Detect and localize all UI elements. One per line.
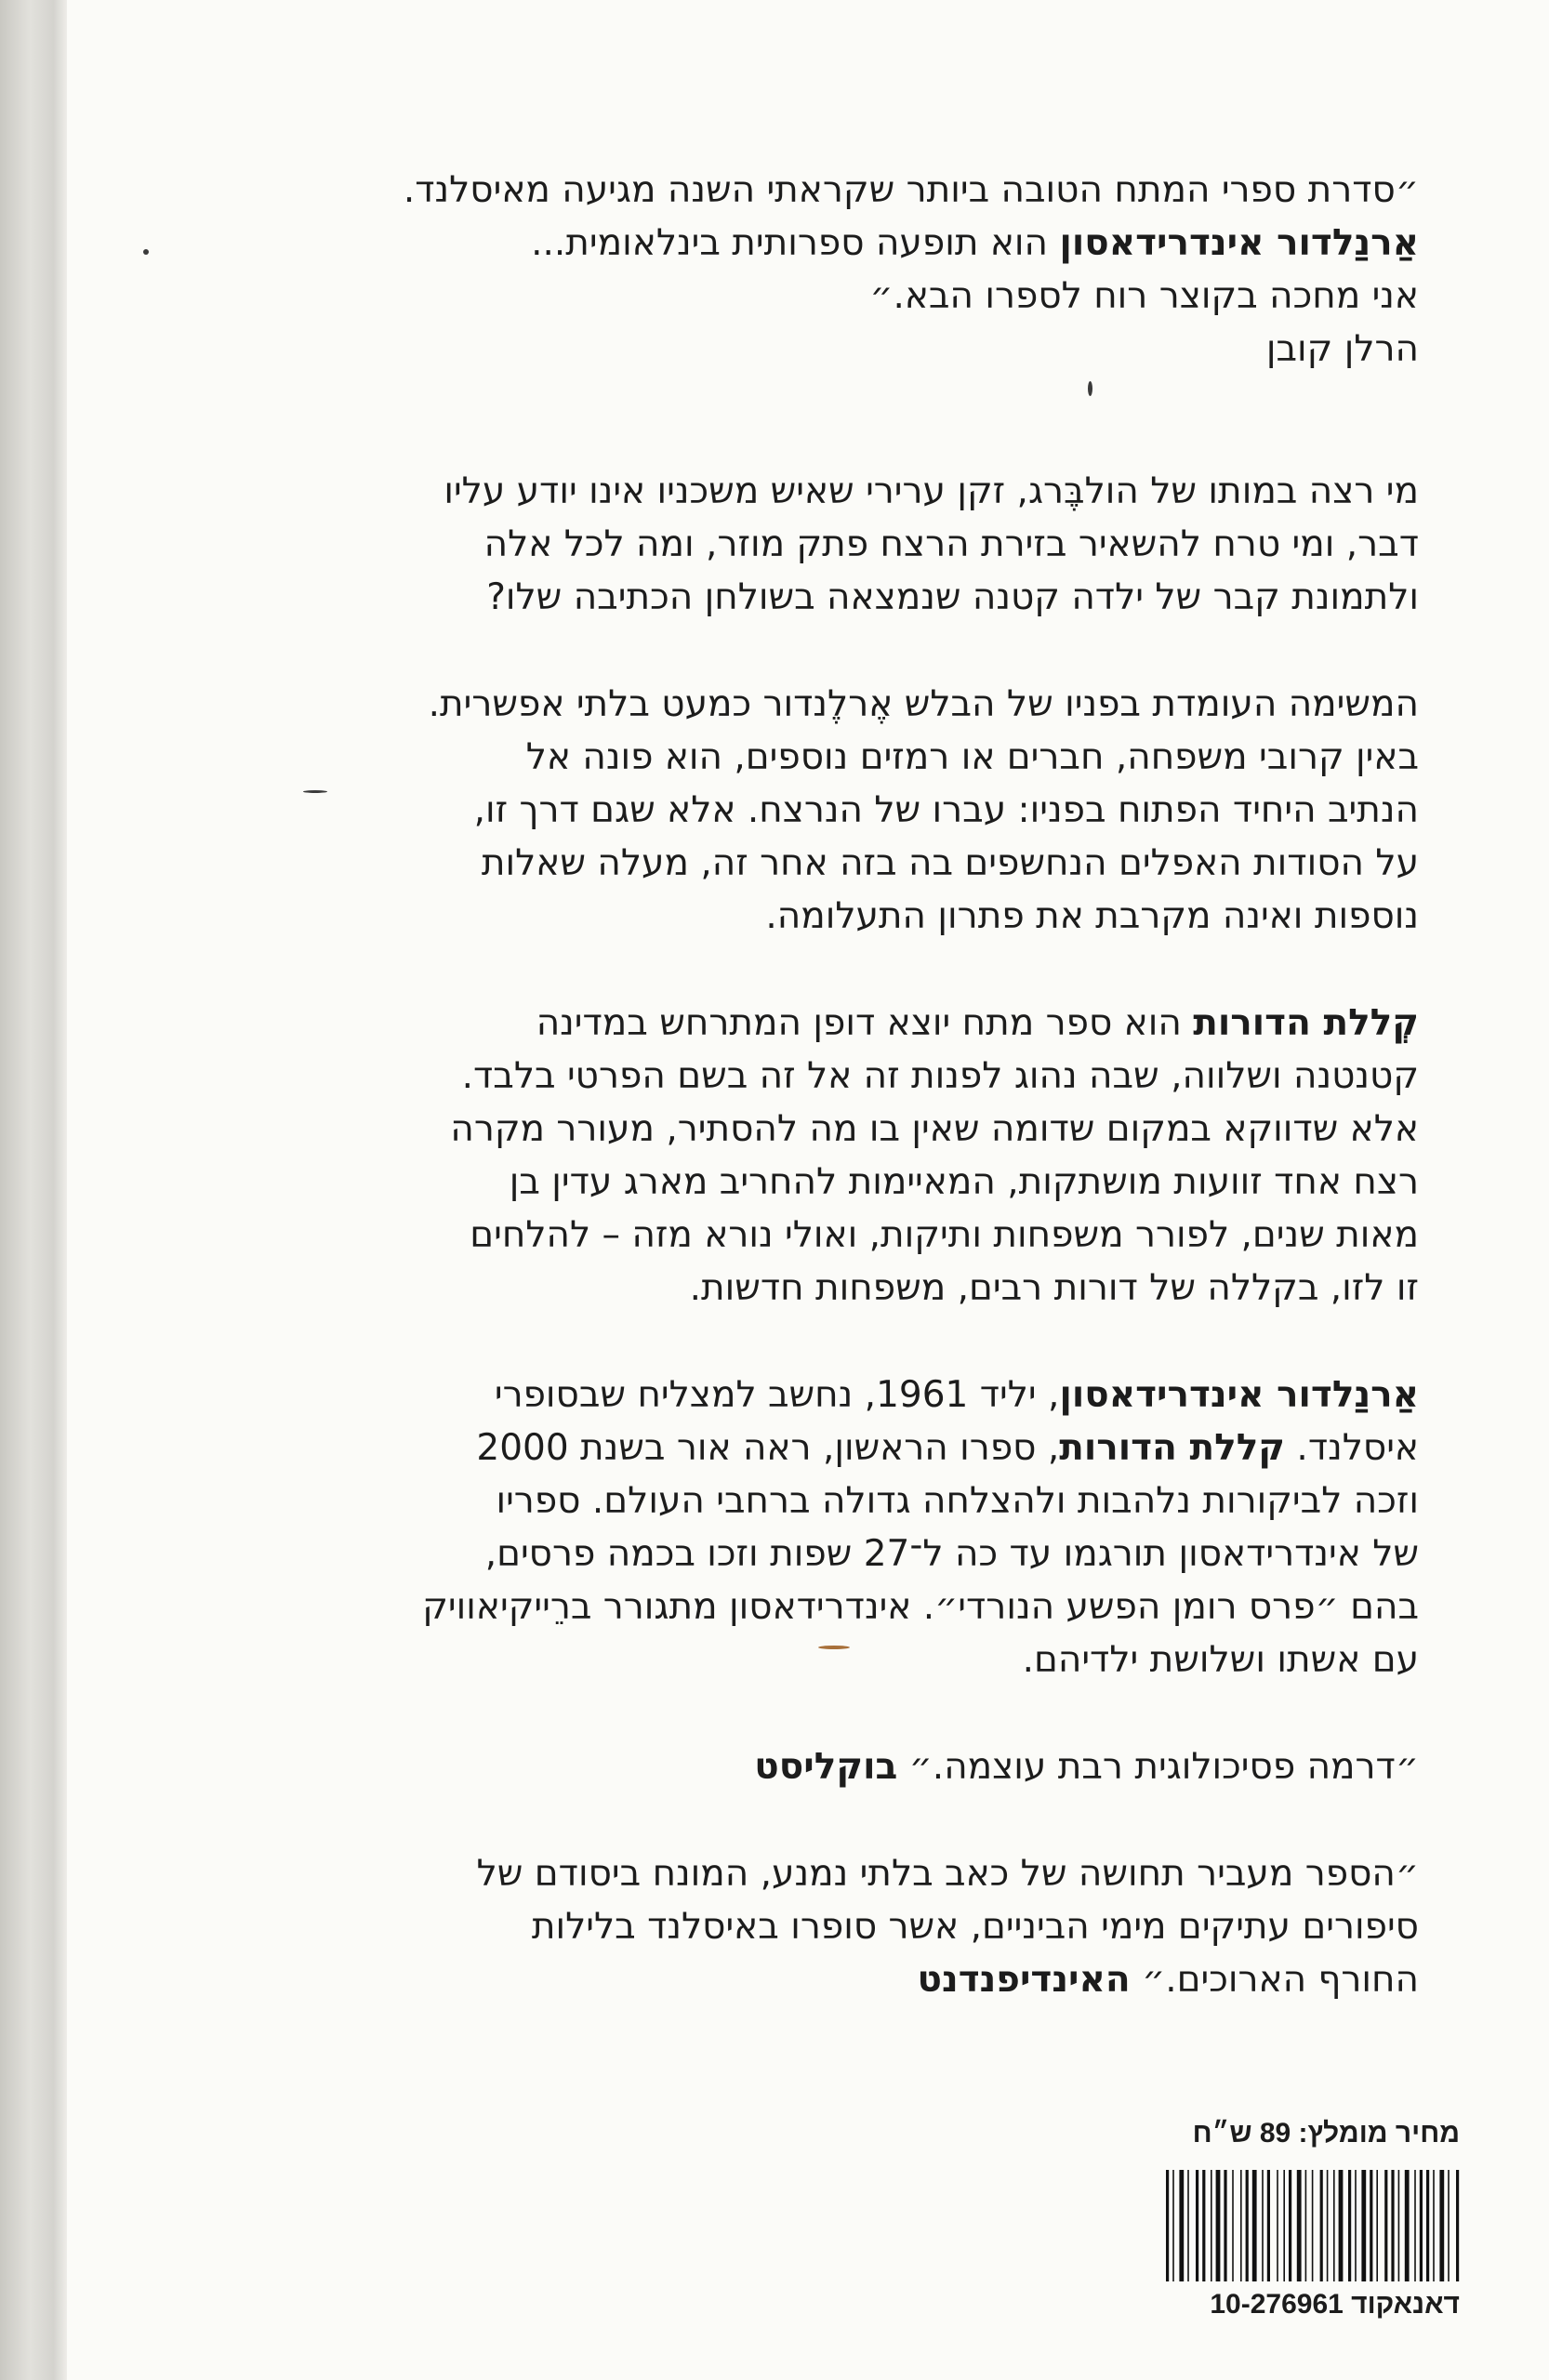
quote-line [257,217,1419,270]
blurb-line [257,997,1419,1050]
book-title: קללת הדורות [1059,1427,1286,1469]
blurb-paragraph-3 [257,997,1419,1315]
barcode-bar [1384,2170,1387,2281]
barcode-bar [1433,2170,1435,2281]
bio-line: וזכה לביקורות נלהבות ולהצלחה גדולה ברחבי העולם. ספריו [496,1480,1419,1522]
blurb-line: על הסודות האפלים הנחשפים בה בזה אחר זה, מעלה שאלות [481,842,1419,884]
barcode-bar [1339,2170,1344,2281]
barcode-bar [1267,2170,1270,2281]
back-cover-page [67,0,1549,2380]
barcode-icon [1164,2170,1460,2281]
barcode-bar [1320,2170,1323,2281]
barcode-bar [1370,2170,1372,2281]
barcode-bar [1305,2170,1307,2281]
barcode-bar [1333,2170,1335,2281]
barcode-bar [1456,2170,1459,2281]
barcode-bar [1420,2170,1423,2281]
review-independent [257,1847,1419,2006]
blurb-line-text: הוא ספר מתח יוצא דופן המתרחש במדינה [536,1002,1194,1044]
barcode-bar [1414,2170,1416,2281]
book-title: קְללת הדורות [1193,1002,1419,1044]
barcode-bar [1246,2170,1249,2281]
bio-line: בהם ״פרס רומן הפשע הנורדי״. אינדרידאסון מתגורר ברֵייקיאוויק [422,1586,1419,1628]
book-spine-edge [0,0,67,2380]
author-name: אַרנַלדור אינדרידאסון [1059,1374,1419,1416]
barcode-bar [1355,2170,1357,2281]
barcode-bar [1426,2170,1429,2281]
recommended-price: מחיר מומלץ: 89 ש״ח [1192,2118,1460,2149]
blurb-line: רצח אחד זוועות מושתקות, המאיימות להחריב מארג עדין בן [509,1161,1419,1203]
blurb-line: הנתיב היחיד הפתוח בפניו: עברו של הנרצח. אלא שגם דרך זו, [473,789,1419,831]
review-booklist [257,1740,1419,1793]
print-speck [143,249,149,255]
barcode-bar [1405,2170,1410,2281]
blurb-line: מאות שנים, לפורר משפחות ותיקות, ואולי נורא מזה – להלחים [470,1214,1419,1256]
barcode-bar [1202,2170,1205,2281]
quote-harlan-coben [257,164,1419,376]
barcode-bar [1240,2170,1242,2281]
barcode-bar [1289,2170,1291,2281]
barcode-bar [1262,2170,1264,2281]
author-name: אַרנַלדור אינדרידאסון [1059,222,1419,264]
blurb-line: דבר, ומי טרח להשאיר בזירת הרצח פתק מוזר, ומה לכל אלה [483,523,1419,565]
bio-line: עם אשתו ושלושת ילדיהם. [1022,1639,1419,1681]
quote-attribution: הרלן קובן [1265,328,1419,370]
back-cover-text [257,164,1419,2060]
barcode-bar [1277,2170,1278,2281]
bio-line-text: , יליד 1961, נחשב למצליח שבסופרי [494,1374,1060,1416]
barcode-bar [1196,2170,1198,2281]
blurb-line: ולתמונת קבר של ילדה קטנה שנמצאה בשולחן הכתיבה שלו? [486,576,1419,618]
barcode-bar [1439,2170,1444,2281]
review-text: החורף הארוכים.״ [1130,1959,1419,2001]
bio-line-text: , ספרו הראשון, ראה אור בשנת 2000 [476,1427,1060,1469]
barcode-bar [1448,2170,1450,2281]
bio-line: של אינדרידאסון תורגמו עד כה ל־27 שפות וזכו בכמה פרסים, [484,1533,1419,1575]
barcode-bar [1283,2170,1285,2281]
author-bio [257,1368,1419,1686]
quote-line-text: הוא תופעה ספרותית בינלאומית... [531,222,1060,264]
blurb-line: אלא שדווקא במקום שדומה שאין בו מה להסתיר, מעורר מקרה [450,1108,1419,1150]
review-line: סיפורים עתיקים מימי הביניים, אשר סופרו באיסלנד בלילות [531,1906,1419,1948]
blurb-line: קטנטנה ושלווה, שבה נהוג לפנות זה אל זה בשם הפרטי בלבד. [461,1055,1419,1097]
barcode-bar [1187,2170,1189,2281]
review-line [257,1740,1419,1793]
blurb-line: המשימה העומדת בפניו של הבלש אֶרלֶנדור כמעט בלתי אפשרית. [428,683,1419,725]
barcode-bar [1297,2170,1302,2281]
barcode-bar [1376,2170,1378,2281]
bio-line [257,1368,1419,1421]
review-text: ״דרמה פסיכולוגית רבת עוצמה.״ [897,1746,1419,1788]
barcode-bar [1166,2170,1169,2281]
blurb-line: זו לזו, בקללה של דורות רבים, משפחות חדשות. [689,1267,1419,1309]
barcode-bar [1361,2170,1366,2281]
quote-line: ״סדרת ספרי המתח הטובה ביותר שקראתי השנה מגיעה מאיסלנד. [403,169,1419,211]
barcode-bar [1179,2170,1184,2281]
barcode-bar [1172,2170,1174,2281]
danacode-number: דאנאקוד 10-276961 [1210,2289,1460,2320]
barcode-bar [1348,2170,1351,2281]
barcode-bar [1216,2170,1221,2281]
blurb-paragraph-2 [257,678,1419,943]
blurb-line: מי רצה במותו של הולבֶּרג, זקן ערירי שאיש משכניו אינו יודע עליו [444,470,1419,512]
review-source: האינדיפנדנט [917,1959,1131,2001]
barcode-bar [1224,2170,1226,2281]
barcode-bar [1252,2170,1257,2281]
barcode-bar [1211,2170,1212,2281]
blurb-paragraph-1 [257,465,1419,624]
review-line [257,1953,1419,2006]
barcode-bar [1327,2170,1329,2281]
barcode-bar [1398,2170,1400,2281]
review-line: ״הספר מעביר תחושה של כאב בלתי נמנע, המונח ביסודם של [476,1853,1419,1895]
barcode-bar [1232,2170,1234,2281]
blurb-line: באין קרובי משפחה, חברים או רמזים נוספים, הוא פונה אל [525,736,1419,778]
review-source: בוקליסט [754,1746,898,1788]
barcode-bar [1312,2170,1314,2281]
bio-line-text: איסלנד. [1285,1427,1419,1469]
quote-line: אני מחכה בקוצר רוח לספרו הבא.״ [869,275,1419,317]
barcode-bar [1391,2170,1394,2281]
bio-line [257,1421,1419,1474]
blurb-line: נוספות ואינה מקרבת את פתרון התעלומה. [765,895,1419,937]
